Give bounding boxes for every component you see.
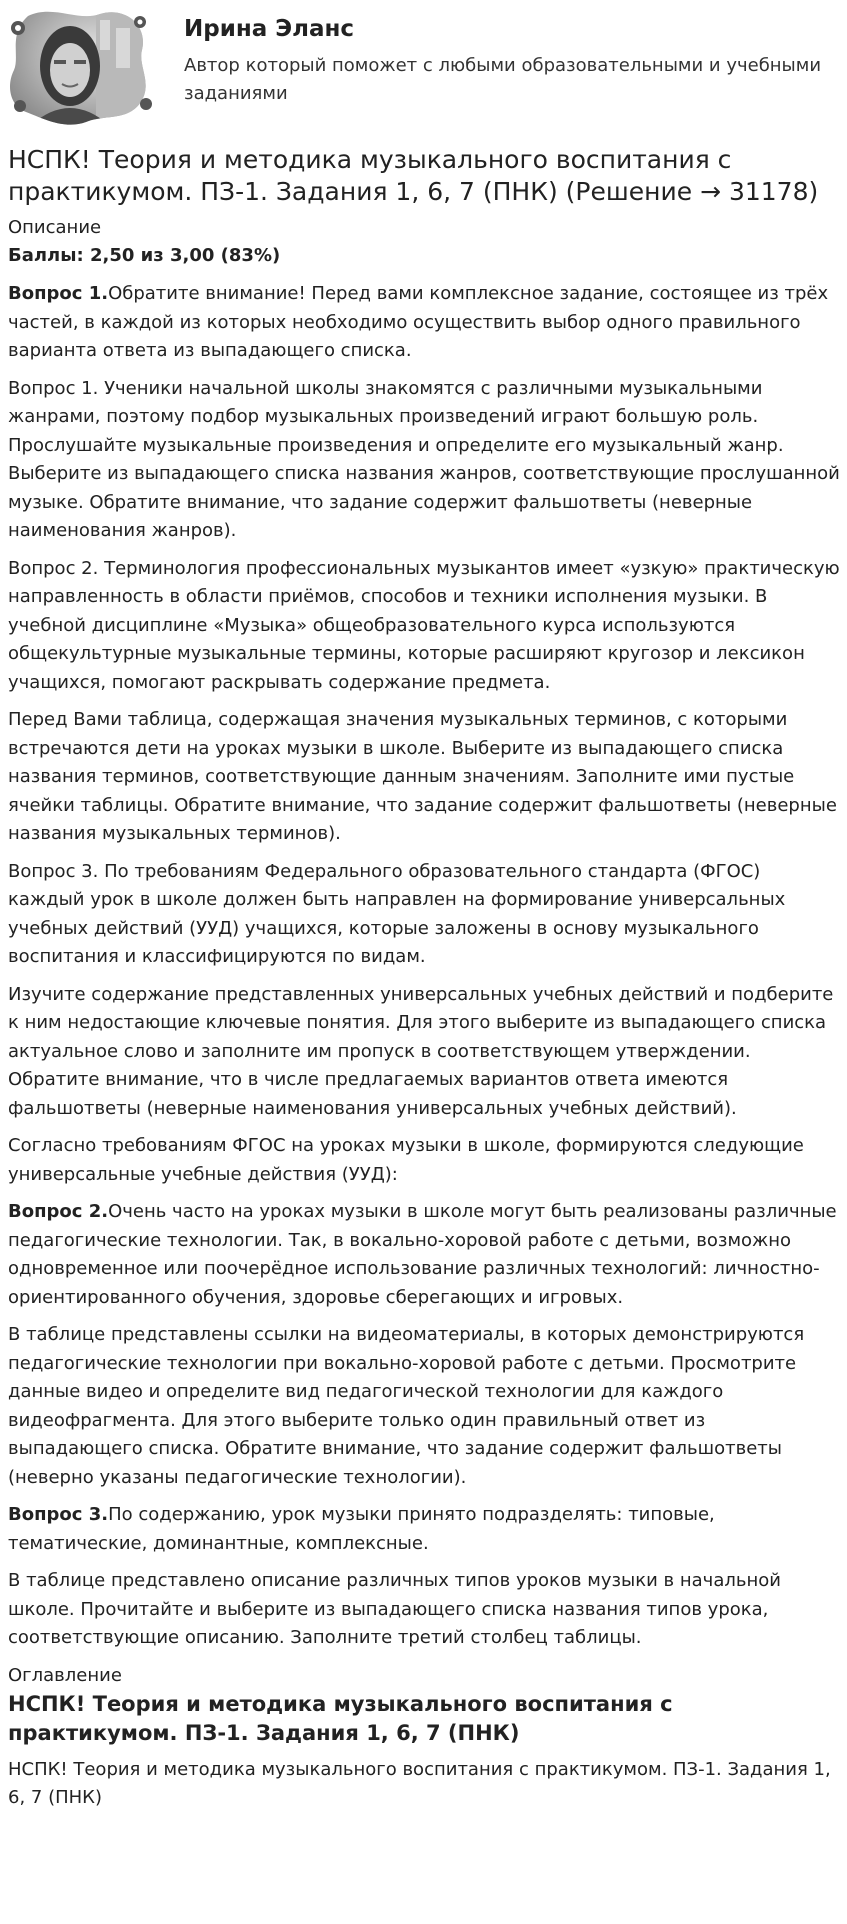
paragraph: Вопрос 3. По требованиям Федерального образовательного стандарта (ФГОС) каждый урок в школе должен быть направлен на формирование универсальных учебных действий (УУД) учащихся, которые заложены в основу музыкального воспитания и классифицируются по видам. — [8, 860, 786, 967]
toc-text: НСПК! Теория и методика музыкального воспитания с практикумом. ПЗ-1. Задания 1, 6, 7 (ПНК) — [8, 1758, 831, 1808]
paragraph: В таблице представлено описание различных типов уроков музыки в начальной школе. Прочитайте и выберите из выпадающего списка названия типов урока, соответствующие описанию. Заполните третий столбец таблицы. — [8, 1570, 781, 1648]
question-1-label: Вопрос 1. — [8, 283, 109, 304]
question-2-label: Вопрос 2. — [8, 1201, 109, 1222]
task-content — [8, 280, 840, 1812]
toc-label: Оглавление — [8, 1664, 122, 1686]
author-description: Автор который поможет с любыми образовательными и учебными заданиями — [184, 55, 822, 104]
paragraph: Вопрос 1. Ученики начальной школы знакомятся с различными музыкальными жанрами, поэтому подбор музыкальных произведений играют большую роль. Прослушайте музыкальные произведения и определите его музыкальный жанр. Выберите из выпадающего списка названия жанров, соответствующие прослушанной музыке. Обратите внимание, что задание содержит фальшответы (неверные наименования жанров). — [8, 377, 840, 541]
paragraph: Изучите содержание представленных универсальных учебных действий и подберите к ним недостающие ключевые понятия. Для этого выберите из выпадающего списка актуальное слово и заполните им пропуск в соответствующем утверждении. Обратите внимание, что в числе предлагаемых вариантов ответа имеются фальшответы (неверные наименования универсальных учебных действий). — [8, 983, 834, 1119]
question-3-intro: Вопрос 3.По содержанию, урок музыки принято подразделять: типовые, тематические, доминантные, комплексные. — [8, 1504, 715, 1554]
question-1-intro: Вопрос 1.Обратите внимание! Перед вами комплексное задание, состоящее из трёх частей, в каждой из которых необходимо осуществить выбор одного правильного варианта ответа из выпадающего списка. — [8, 283, 829, 361]
paragraph: Перед Вами таблица, содержащая значения музыкальных терминов, с которыми встречаются дети на уроках музыки в школе. Выберите из выпадающего списка названия терминов, соответствующие данным значениям. Заполните ими пустые ячейки таблицы. Обратите внимание, что задание содержит фальшответы (неверные названия музыкальных терминов). — [8, 709, 837, 844]
author-avatar[interactable] — [8, 8, 152, 126]
paragraph: Согласно требованиям ФГОС на уроках музыки в школе, формируются следующие универсальные учебные действия (УУД): — [8, 1135, 804, 1185]
paragraph: Вопрос 2. Терминология профессиональных музыкантов имеет «узкую» практическую направленность в области приёмов, способов и техники исполнения музыки. В учебной дисциплине «Музыка» общеобразовательного курса используются общекультурные музыкальные термины, которые расширяют кругозор и лексикон учащихся, помогают раскрывать содержание предмета. — [8, 557, 840, 693]
author-card — [8, 8, 839, 128]
description-label: Описание — [8, 217, 102, 238]
page-title: НСПК! Теория и методика музыкального воспитания с практикумом. ПЗ-1. Задания 1, 6, 7 (ПНК) (Решение → 31178) — [8, 145, 819, 206]
author-name[interactable]: Ирина Эланс — [184, 16, 355, 42]
question-2-intro: Вопрос 2.Очень часто на уроках музыки в школе могут быть реализованы различные педагогические технологии. Так, в вокально-хоровой работе с детьми, возможно одновременное или поочерёдное использование различных технологий: личностно-ориентированного обучения, здоровье сберегающих и игровых. — [8, 1201, 837, 1308]
question-3-label: Вопрос 3. — [8, 1504, 109, 1525]
toc-heading[interactable]: НСПК! Теория и методика музыкального воспитания с практикумом. ПЗ-1. Задания 1, 6, 7 (ПНК) — [8, 1691, 673, 1745]
paragraph: В таблице представлены ссылки на видеоматериалы, в которых демонстрируются педагогические технологии при вокально-хоровой работе с детьми. Просмотрите данные видео и определите вид педагогической технологии для каждого видеофрагмента. Для этого выберите только один правильный ответ из выпадающего списка. Обратите внимание, что задание содержит фальшответы (неверно указаны педагогические технологии). — [8, 1324, 805, 1488]
score-text: Баллы: 2,50 из 3,00 (83%) — [8, 245, 281, 266]
